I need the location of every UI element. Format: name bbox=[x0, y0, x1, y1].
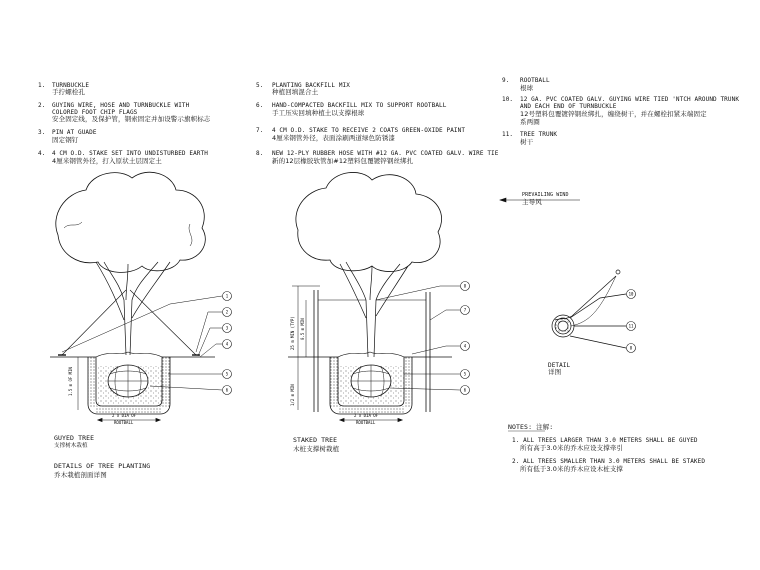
note-num: 1. bbox=[38, 82, 46, 89]
note-cn: 安全固定线，及保护管，钢索固定并加设警示旗帜标志 bbox=[52, 115, 211, 123]
note-cn: 手工压实回填种植土以支撑根球 bbox=[272, 109, 365, 117]
note-num: 6. bbox=[256, 102, 264, 109]
note-cn: 4厘米钢管外径，打入原状土层固定土 bbox=[52, 157, 162, 165]
prevailing-wind-label: PREVAILING WIND bbox=[522, 192, 569, 198]
callout-number: 5 bbox=[463, 371, 467, 377]
callout-number: 4 bbox=[463, 343, 467, 349]
callout-number: 2 bbox=[225, 309, 229, 315]
prevailing-wind-cn: 主导风 bbox=[522, 198, 542, 206]
callout-number: 4 bbox=[225, 341, 229, 347]
footnote-1-en: 1. ALL TREES LARGER THAN 3.0 METERS SHALL BE GUYED bbox=[512, 437, 698, 444]
guyed-tree-caption: GUYED TREE bbox=[54, 434, 95, 442]
notes-title: NOTES: 注解: bbox=[508, 423, 554, 431]
note-en: ROOTBALL bbox=[520, 77, 550, 84]
note-num: 9. bbox=[502, 77, 510, 84]
note-cn: 固定钢钉 bbox=[52, 136, 79, 144]
guy-detail bbox=[552, 270, 626, 348]
note-en: TREE TRUNK bbox=[520, 131, 558, 138]
note-en: NEW 12-PLY RUBBER HOSE WITH #12 GA. PVC COATED GALV. WIRE TIE bbox=[272, 150, 499, 157]
callout-number: 8 bbox=[629, 345, 633, 351]
note-cn: 种植回填混合土 bbox=[272, 88, 319, 96]
note-en: AND EACH END OF TURNBUCKLE bbox=[520, 103, 617, 110]
guyed-trunk bbox=[96, 262, 170, 355]
callout-number: 10 bbox=[628, 291, 634, 297]
staked-dim-label-2: ROOTBALL bbox=[356, 420, 376, 425]
staked-trunk bbox=[340, 262, 408, 357]
note-cn: 树干 bbox=[520, 138, 534, 146]
callout-number: 6 bbox=[225, 387, 229, 393]
note-num: 11. bbox=[502, 131, 514, 138]
note-num: 2. bbox=[38, 102, 46, 109]
note-en: 12 GA. PVC COATED GALV. GUYING WIRE TIED 'NTCH AROUND TRUNK bbox=[520, 96, 740, 103]
staked-vertical-dim-a: 25 m MIN (TYP) bbox=[290, 316, 295, 350]
note-num: 10. bbox=[502, 96, 514, 103]
page-title: DETAILS OF TREE PLANTING bbox=[54, 462, 151, 470]
note-en: PLANTING BACKFILL MIX bbox=[272, 82, 350, 89]
note-cn: 系两圈 bbox=[520, 118, 540, 126]
note-cn: 新的12层橡胶软管加#12塑料包覆镀锌钢丝绑扎 bbox=[272, 157, 414, 165]
staked-canopy bbox=[296, 172, 442, 271]
note-num: 7. bbox=[256, 127, 264, 134]
detail-label-cn: 详图 bbox=[548, 368, 562, 376]
guyed-canopy bbox=[56, 172, 206, 272]
staked-vertical-dim-b: 1/2 m MIN bbox=[290, 384, 295, 406]
note-en: GUYING WIRE, HOSE AND TURNBUCKLE WITH bbox=[52, 102, 190, 109]
note-num: 3. bbox=[38, 129, 46, 136]
guyed-dim-label: 2 x DIA OF bbox=[112, 413, 137, 418]
footnote-2-en: 2. ALL TREES SMALLER THAN 3.0 METERS SHALL BE STAKED bbox=[512, 458, 706, 465]
note-en: 4 CM O.D. STAKE TO RECEIVE 2 COATS GREEN-OXIDE PAINT bbox=[272, 127, 466, 134]
note-cn: 4厘米钢管外径，表面涂刷两道绿色防锈漆 bbox=[272, 134, 396, 142]
staked-vertical-dim-c: 0.5 m MIN bbox=[300, 318, 305, 340]
guyed-tree-caption-cn: 支撑树木栽植 bbox=[54, 443, 88, 449]
note-cn: 手拧螺栓孔 bbox=[52, 88, 85, 96]
callout-number: 3 bbox=[225, 325, 229, 331]
detail-label: DETAIL bbox=[548, 362, 571, 369]
note-en: TURNBUCKLE bbox=[52, 82, 90, 89]
footnote-2-cn: 所有低于3.0米的乔木应设木桩支撑 bbox=[520, 465, 624, 473]
note-cn: 根球 bbox=[520, 84, 534, 92]
staked-callout-circles bbox=[461, 282, 470, 395]
staked-dim-label: 2 x DIA OF bbox=[354, 413, 379, 418]
page-title-cn: 乔木栽植剖面详图 bbox=[54, 471, 107, 479]
detail-callout-circles bbox=[627, 290, 636, 353]
callout-number: 5 bbox=[225, 371, 229, 377]
callout-number: 1 bbox=[225, 293, 229, 299]
guyed-dim-label-2: ROOTBALL bbox=[114, 420, 134, 425]
staked-tree-section bbox=[288, 172, 452, 421]
note-cn: 12号塑料包覆镀锌钢丝绑扎，缠绕树干，并在螺栓扣紧末端固定 bbox=[520, 110, 707, 118]
guyed-tree-section bbox=[50, 172, 215, 421]
note-en: HAND-COMPACTED BACKFILL MIX TO SUPPORT ROOTBALL bbox=[272, 102, 447, 109]
staked-tree-caption: STAKED TREE bbox=[293, 436, 338, 444]
footnote-1-cn: 所有高于3.0米的乔木应设支撑牵引 bbox=[520, 444, 624, 452]
prevailing-wind-arrow bbox=[500, 198, 580, 202]
guyed-vertical-dim: 1.5 m OF MIN bbox=[68, 367, 73, 396]
note-en: PIN AT GUADE bbox=[52, 129, 97, 136]
callout-number: 8 bbox=[463, 283, 467, 289]
callout-number: 7 bbox=[463, 307, 467, 313]
note-en: COLORED FOOT CHIP FLAGS bbox=[52, 109, 138, 116]
staked-tree-caption-cn: 木桩支撑树栽植 bbox=[293, 445, 340, 453]
callout-number: 11 bbox=[628, 323, 634, 329]
note-num: 5. bbox=[256, 82, 264, 89]
note-en: 4 CM O.D. STAKE SET INTO UNDISTURBED EARTH bbox=[52, 150, 208, 157]
callout-number: 6 bbox=[463, 387, 467, 393]
note-num: 4. bbox=[38, 150, 46, 157]
note-num: 8. bbox=[256, 150, 264, 157]
